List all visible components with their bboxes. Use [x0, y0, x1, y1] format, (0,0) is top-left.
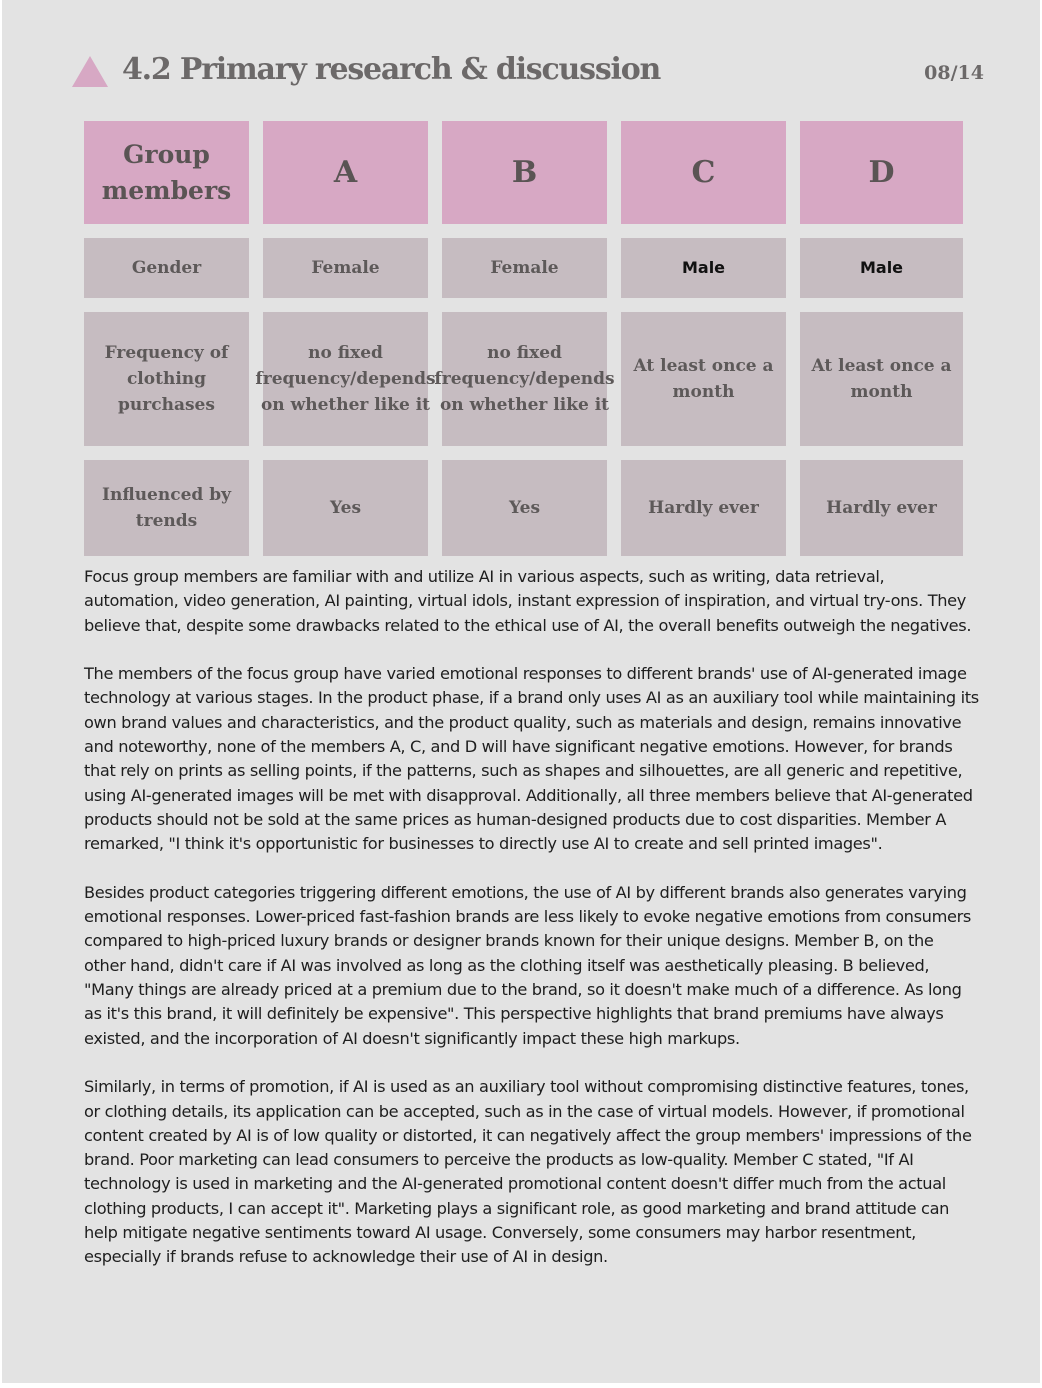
- table-cell: At least once a month: [800, 312, 963, 446]
- row-label-gender: Gender: [84, 238, 249, 298]
- table-cell: Yes: [263, 460, 428, 556]
- page-number: 08/14: [924, 62, 984, 84]
- row-label-frequency: Frequency of clothing purchases: [84, 312, 249, 446]
- row-label-trends: Influenced by trends: [84, 460, 249, 556]
- table-header-cell: B: [442, 121, 607, 224]
- table-header-cell: A: [263, 121, 428, 224]
- body-text: [84, 565, 979, 1294]
- table-cell: Hardly ever: [800, 460, 963, 556]
- table-cell: no fixed frequency/depends on whether like it: [442, 312, 607, 446]
- page-title: 4.2 Primary research & discussion: [122, 52, 661, 87]
- paragraph: Focus group members are familiar with and utilize AI in various aspects, such as writing, data retrieval, automation, video generation, AI painting, virtual idols, instant expression of inspiration, and virtual try-ons. They believe that, despite some drawbacks related to the ethical use of AI, the overall benefits outweigh the negatives.: [84, 567, 972, 635]
- table-cell: Male: [621, 238, 786, 298]
- table-cell: Male: [800, 238, 963, 298]
- table-cell: At least once a month: [621, 312, 786, 446]
- table-cell: no fixed frequency/depends on whether like it: [263, 312, 428, 446]
- table-header-cell: Group members: [84, 121, 249, 224]
- focus-group-table: [84, 121, 963, 556]
- paragraph: Similarly, in terms of promotion, if AI is used as an auxiliary tool without compromising distinctive features, tones, or clothing details, its application can be accepted, such as in the case of virtual models. However, if promotional content created by AI is of low quality or distorted, it can negatively affect the group members' impressions of the brand. Poor marketing can lead consumers to perceive the products as low-quality. Member C stated, "If AI technology is used in marketing and the AI-generated promotional content doesn't differ much from the actual clothing products, I can accept it". Marketing plays a significant role, as good marketing and brand attitude can help mitigate negative sentiments toward AI usage. Conversely, some consumers may harbor resentment, especially if brands refuse to acknowledge their use of AI in design.: [84, 1077, 972, 1267]
- triangle-icon: [72, 56, 108, 87]
- paragraph: The members of the focus group have varied emotional responses to different brands' use of AI-generated image technology at various stages. In the product phase, if a brand only uses AI as an auxiliary tool while maintaining its own brand values and characteristics, and the product quality, such as materials and design, remains innovative and noteworthy, none of the members A, C, and D will have significant negative emotions. However, for brands that rely on prints as selling points, if the patterns, such as shapes and silhouettes, are all generic and repetitive, using AI-generated images will be met with disapproval. Additionally, all three members believe that AI-generated products should not be sold at the same prices as human-designed products due to cost disparities. Member A remarked, "I think it's opportunistic for businesses to directly use AI to create and sell printed images".: [84, 664, 979, 854]
- table-header-cell: C: [621, 121, 786, 224]
- table-cell: Female: [263, 238, 428, 298]
- table-header-cell: D: [800, 121, 963, 224]
- document-page: [2, 0, 1040, 1383]
- table-cell: Female: [442, 238, 607, 298]
- table-cell: Yes: [442, 460, 607, 556]
- paragraph: Besides product categories triggering different emotions, the use of AI by different brands also generates varying emotional responses. Lower-priced fast-fashion brands are less likely to evoke negative emotions from consumers compared to high-priced luxury brands or designer brands known for their unique designs. Member B, on the other hand, didn't care if AI was involved as long as the clothing itself was aesthetically pleasing. B believed, "Many things are already priced at a premium due to the brand, so it doesn't make much of a difference. As long as it's this brand, it will definitely be expensive". This perspective highlights that brand premiums have always existed, and the incorporation of AI doesn't significantly impact these high markups.: [84, 882, 971, 1048]
- table-cell: Hardly ever: [621, 460, 786, 556]
